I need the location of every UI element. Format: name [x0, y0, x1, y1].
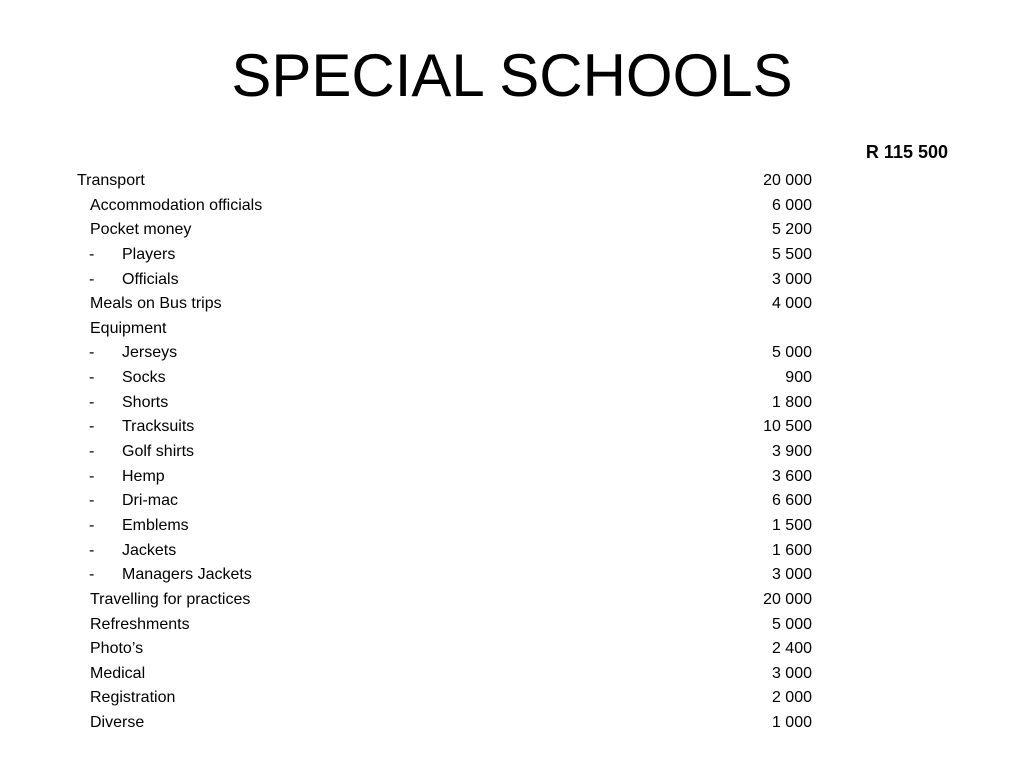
budget-item-amount: 5 000	[771, 344, 812, 362]
budget-list	[0, 170, 1024, 737]
budget-item-label: Players	[122, 245, 176, 263]
budget-item-amount: 20 000	[763, 590, 812, 608]
budget-row	[0, 638, 1024, 663]
bullet-dash: -	[89, 443, 95, 461]
budget-item-label: Accommodation officials	[90, 196, 263, 214]
budget-item-label: Meals on Bus trips	[90, 295, 222, 313]
budget-row	[0, 219, 1024, 244]
bullet-dash: -	[89, 516, 95, 534]
budget-item-amount: 4 000	[771, 295, 812, 313]
budget-row	[0, 540, 1024, 565]
budget-item-amount: 3 000	[771, 270, 812, 288]
budget-item-label: Jerseys	[122, 344, 178, 362]
budget-row	[0, 342, 1024, 367]
budget-row	[0, 170, 1024, 195]
budget-item-amount: 3 000	[771, 566, 812, 584]
bullet-dash: -	[89, 467, 95, 485]
budget-item-amount: 5 200	[771, 221, 812, 239]
budget-row	[0, 392, 1024, 417]
budget-item-amount: 3 900	[771, 443, 812, 461]
budget-row	[0, 441, 1024, 466]
budget-row	[0, 367, 1024, 392]
budget-item-label: Photo’s	[90, 640, 144, 658]
budget-item-label: Dri-mac	[122, 492, 178, 510]
budget-item-label: Tracksuits	[122, 418, 195, 436]
budget-item-amount: 6 000	[771, 196, 812, 214]
budget-item-label: Socks	[122, 369, 166, 387]
budget-item-amount: 3 600	[771, 467, 812, 485]
budget-row	[0, 269, 1024, 294]
budget-item-label: Jackets	[122, 541, 177, 559]
budget-item-amount: 1 600	[771, 541, 812, 559]
bullet-dash: -	[89, 492, 95, 510]
budget-row	[0, 589, 1024, 614]
budget-row	[0, 712, 1024, 737]
budget-item-amount: 10 500	[763, 418, 812, 436]
budget-item-amount: 6 600	[771, 492, 812, 510]
page-title: SPECIAL SCHOOLS	[231, 42, 793, 109]
bullet-dash: -	[89, 393, 95, 411]
bullet-dash: -	[89, 541, 95, 559]
budget-row	[0, 244, 1024, 269]
bullet-dash: -	[89, 418, 95, 436]
budget-item-label: Diverse	[90, 714, 145, 732]
bullet-dash: -	[89, 369, 95, 387]
budget-row	[0, 293, 1024, 318]
budget-row	[0, 515, 1024, 540]
budget-item-label: Medical	[90, 664, 146, 682]
budget-row	[0, 687, 1024, 712]
budget-row	[0, 564, 1024, 589]
budget-item-label: Emblems	[122, 516, 189, 534]
budget-item-amount: 900	[785, 369, 812, 387]
budget-row	[0, 614, 1024, 639]
budget-row	[0, 318, 1024, 343]
budget-item-amount: 5 500	[771, 245, 812, 263]
budget-item-label: Transport	[77, 172, 145, 189]
budget-item-label: Shorts	[122, 393, 169, 411]
budget-item-amount: 1 500	[771, 516, 812, 534]
budget-item-label: Managers Jackets	[122, 566, 252, 584]
budget-item-amount: 5 000	[771, 615, 812, 633]
budget-item-amount: 2 400	[771, 640, 812, 658]
budget-item-amount: 1 800	[771, 393, 812, 411]
budget-item-amount: 1 000	[771, 714, 812, 732]
budget-item-amount: 3 000	[771, 664, 812, 682]
budget-row	[0, 466, 1024, 491]
bullet-dash: -	[89, 270, 95, 288]
budget-item-label: Equipment	[90, 319, 167, 337]
budget-item-label: Golf shirts	[122, 443, 195, 461]
budget-item-label: Registration	[90, 689, 176, 707]
budget-row	[0, 195, 1024, 220]
budget-item-label: Officials	[122, 270, 179, 288]
bullet-dash: -	[89, 344, 95, 362]
bullet-dash: -	[89, 566, 95, 584]
budget-total: R 115 500	[865, 142, 948, 162]
budget-row	[0, 490, 1024, 515]
budget-item-label: Hemp	[122, 467, 165, 485]
budget-item-label: Refreshments	[90, 615, 190, 633]
budget-item-amount: 20 000	[763, 172, 812, 189]
budget-item-amount: 2 000	[771, 689, 812, 707]
budget-item-label: Travelling for practices	[90, 590, 251, 608]
budget-item-label: Pocket money	[90, 221, 192, 239]
bullet-dash: -	[89, 245, 95, 263]
budget-row	[0, 663, 1024, 688]
budget-row	[0, 416, 1024, 441]
